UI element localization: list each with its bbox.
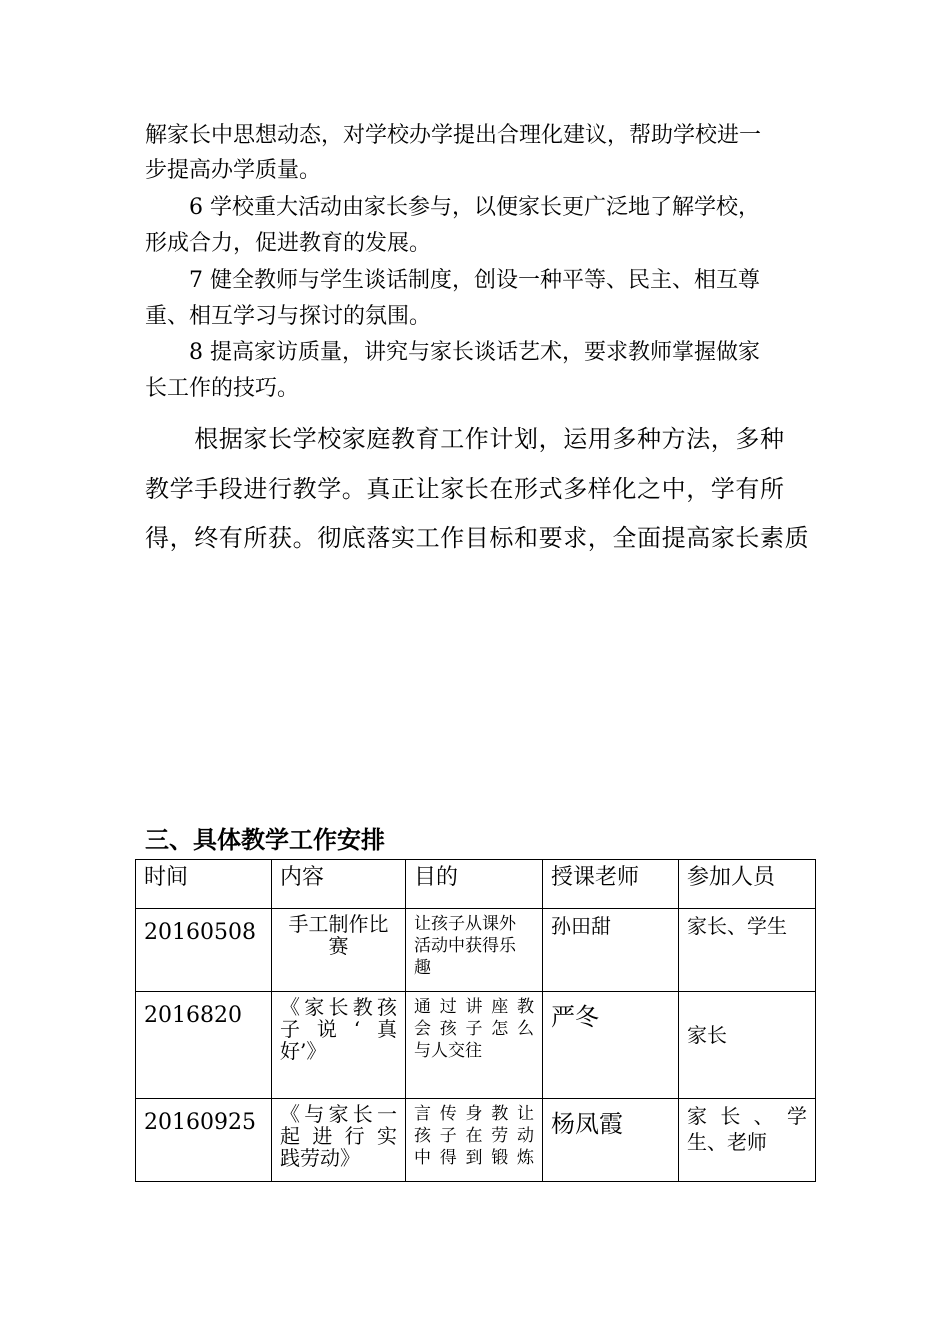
cell-goal	[406, 1099, 543, 1182]
table-row	[136, 1099, 816, 1182]
summary-line: 得，终有所获。彻底落实工作目标和要求，全面提高家长素质	[145, 524, 810, 552]
header-teacher: 授课老师	[543, 860, 679, 909]
paragraph-line: 7 健全教师与学生谈话制度，创设一种平等、民主、相互尊	[145, 268, 760, 293]
cell-text-line: 孩子在劳动	[414, 1126, 534, 1146]
cell-text-line: 践劳动》	[280, 1146, 360, 1170]
cell-text-line: 言传身教让	[414, 1104, 534, 1124]
paragraph-line: 6 学校重大活动由家长参与，以便家长更广泛地了解学校，	[145, 195, 760, 220]
paragraph-line: 长工作的技巧。	[145, 376, 300, 401]
cell-text-line: 中得到锻炼	[414, 1148, 534, 1168]
cell-text-line: 让孩子从课外	[414, 914, 516, 934]
cell-content	[272, 992, 406, 1099]
cell-text-line: 趣	[414, 958, 431, 978]
cell-text-line: 手工制作比	[288, 912, 389, 936]
cell-date: 20160925	[136, 1099, 272, 1182]
paragraph-line: 步提高办学质量。	[145, 158, 322, 183]
paragraph-line: 解家长中思想动态，对学校办学提出合理化建议，帮助学校进一	[145, 123, 762, 148]
cell-goal	[406, 909, 543, 992]
cell-content	[272, 909, 406, 992]
cell-date: 20160508	[136, 909, 272, 992]
cell-content	[272, 1099, 406, 1182]
cell-teacher: 杨凤霞	[543, 1099, 679, 1182]
cell-text-line: 子说‘真	[280, 1017, 397, 1041]
section-heading: 三、具体教学工作安排	[145, 826, 385, 854]
cell-text-line: 家长、学生	[687, 914, 787, 938]
cell-text-line: 赛	[328, 934, 349, 958]
summary-line: 根据家长学校家庭教育工作计划，运用多种方法，多种	[145, 425, 785, 453]
cell-text-line: 与人交往	[414, 1041, 482, 1061]
cell-text-line: 活动中获得乐	[414, 936, 516, 956]
header-participants: 参加人员	[679, 860, 816, 909]
header-time: 时间	[136, 860, 272, 909]
cell-goal	[406, 992, 543, 1099]
paragraph-line: 8 提高家访质量，讲究与家长谈话艺术，要求教师掌握做家	[145, 340, 760, 365]
header-content: 内容	[272, 860, 406, 909]
cell-text-line: 家长	[687, 1023, 727, 1047]
cell-text-line: 会孩子怎么	[414, 1019, 534, 1039]
cell-teacher: 孙田甜	[543, 909, 679, 992]
table-header-row	[136, 860, 816, 909]
cell-text-line: 好’》	[280, 1039, 327, 1063]
paragraph-line: 形成合力，促进教育的发展。	[145, 231, 432, 256]
cell-text-line: 家长、学	[687, 1104, 807, 1128]
table-row	[136, 909, 816, 992]
header-goal: 目的	[406, 860, 543, 909]
cell-participants	[679, 1099, 816, 1182]
cell-text-line: 通过讲座教	[414, 997, 534, 1017]
cell-participants	[679, 909, 816, 992]
summary-line: 教学手段进行教学。真正让家长在形式多样化之中，学有所	[145, 475, 785, 503]
table-row	[136, 992, 816, 1099]
cell-date: 2016820	[136, 992, 272, 1099]
paragraph-line: 重、相互学习与探讨的氛围。	[145, 304, 432, 329]
cell-text-line: 《与家长一	[280, 1102, 397, 1126]
schedule-table	[135, 859, 816, 1182]
cell-text-line: 生、老师	[687, 1130, 767, 1154]
cell-text-line: 起进行实	[280, 1124, 397, 1148]
cell-teacher: 严冬	[543, 992, 679, 1099]
cell-text-line: 《家长教孩	[280, 995, 397, 1019]
cell-participants	[679, 992, 816, 1099]
